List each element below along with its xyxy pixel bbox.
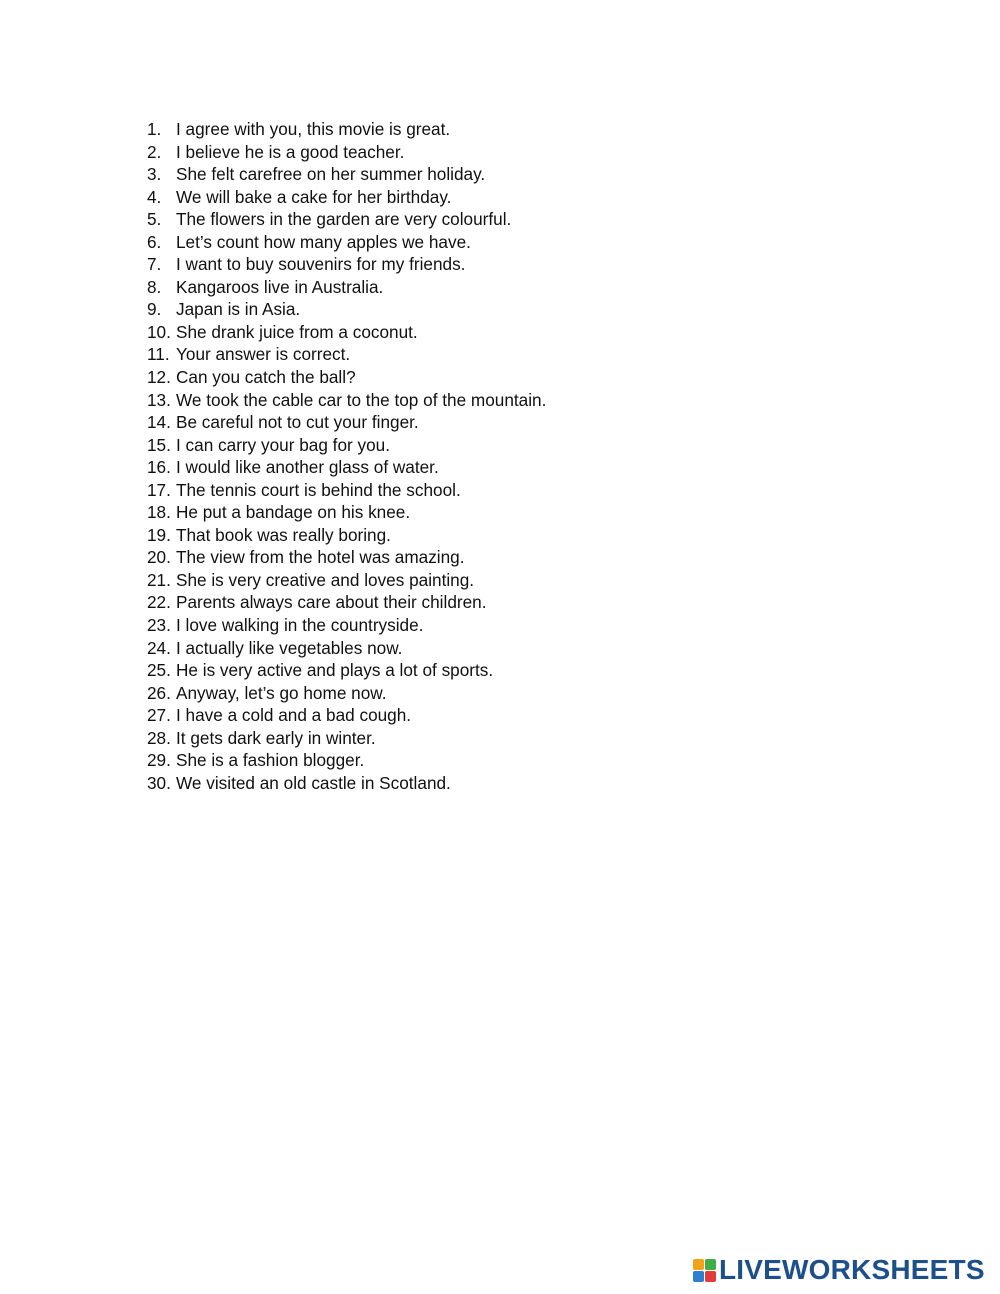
sentence-number: 15. (147, 434, 171, 455)
sentence-text: Can you catch the ball? (176, 367, 356, 388)
sentence-text: I can carry your bag for you. (176, 434, 390, 455)
sentence-number: 5. (147, 209, 162, 230)
sentence-number: 10. (147, 321, 171, 342)
sentence-number: 20. (147, 547, 171, 568)
sentence-text: He is very active and plays a lot of sports. (176, 660, 494, 681)
sentence-item (147, 456, 546, 479)
sentence-item (147, 749, 546, 772)
sentence-text: He put a bandage on his knee. (176, 502, 411, 523)
sentence-number: 3. (147, 164, 162, 185)
sentence-item (147, 389, 546, 412)
sentence-text: Your answer is correct. (176, 344, 351, 365)
sentence-number: 29. (147, 750, 171, 771)
sentence-text: Be careful not to cut your finger. (176, 412, 419, 433)
sentence-item (147, 298, 546, 321)
sentence-number: 12. (147, 367, 171, 388)
sentence-number: 27. (147, 705, 171, 726)
sentence-item (147, 411, 546, 434)
sentence-number: 25. (147, 660, 171, 681)
sentence-number: 9. (147, 299, 162, 320)
sentence-number: 2. (147, 141, 162, 162)
sentence-text: Japan is in Asia. (176, 299, 301, 320)
sentence-number: 22. (147, 592, 171, 613)
sentence-text: The flowers in the garden are very colourful. (176, 209, 512, 230)
sentence-item (147, 546, 546, 569)
sentence-text: She is very creative and loves painting. (176, 569, 475, 590)
sentence-item (147, 772, 546, 795)
sentence-text: Anyway, let’s go home now. (176, 682, 387, 703)
sentence-text: I actually like vegetables now. (176, 637, 403, 658)
sentence-item (147, 637, 546, 660)
sentence-text: She is a fashion blogger. (176, 750, 365, 771)
sentence-number: 16. (147, 457, 171, 478)
sentence-item (147, 253, 546, 276)
sentence-text: The tennis court is behind the school. (176, 479, 461, 500)
sentence-number: 11. (147, 344, 170, 365)
sentence-item (147, 321, 546, 344)
sentence-text: I believe he is a good teacher. (176, 141, 405, 162)
sentence-text: Parents always care about their children. (176, 592, 487, 613)
sentence-item (147, 569, 546, 592)
sentence-item (147, 614, 546, 637)
sentence-text: I want to buy souvenirs for my friends. (176, 254, 466, 275)
sentence-item (147, 343, 546, 366)
sentence-text: We took the cable car to the top of the mountain. (176, 389, 547, 410)
sentence-item (147, 501, 546, 524)
sentence-number: 19. (147, 524, 171, 545)
sentence-number: 1. (147, 119, 162, 139)
sentence-item (147, 231, 546, 254)
sentence-number: 28. (147, 727, 171, 748)
sentence-number: 17. (147, 479, 171, 500)
liveworksheets-logo-icon (693, 1259, 716, 1282)
sentence-text: Kangaroos live in Australia. (176, 276, 384, 297)
sentence-number: 6. (147, 231, 162, 252)
sentence-item (147, 727, 546, 750)
sentence-item (147, 591, 546, 614)
sentence-text: She felt carefree on her summer holiday. (176, 164, 486, 185)
sentence-number: 14. (147, 412, 171, 433)
sentence-item (147, 659, 546, 682)
sentence-item (147, 524, 546, 547)
sentence-item (147, 208, 546, 231)
sentence-item (147, 141, 546, 164)
sentence-text: The view from the hotel was amazing. (176, 547, 465, 568)
sentence-number: 8. (147, 276, 162, 297)
sentence-number: 13. (147, 389, 171, 410)
sentence-item (147, 434, 546, 457)
brand-logo (693, 1255, 985, 1285)
sentence-text: It gets dark early in winter. (176, 727, 376, 748)
sentence-number: 21. (147, 569, 171, 590)
sentence-text: I would like another glass of water. (176, 457, 439, 478)
sentence-number: 26. (147, 682, 171, 703)
sentence-item (147, 704, 546, 727)
sentence-number: 23. (147, 615, 171, 636)
sentence-number: 4. (147, 186, 162, 207)
sentence-number: 7. (147, 254, 162, 275)
sentence-text: I love walking in the countryside. (176, 615, 424, 636)
sentence-item (147, 163, 546, 186)
sentence-item (147, 118, 546, 141)
sentence-text: I agree with you, this movie is great. (176, 119, 451, 139)
sentence-text: That book was really boring. (176, 524, 391, 545)
sentence-text: We will bake a cake for her birthday. (176, 186, 452, 207)
sentence-number: 18. (147, 502, 171, 523)
sentence-item (147, 366, 546, 389)
sentence-text: Let’s count how many apples we have. (176, 231, 471, 252)
sentence-list (147, 118, 546, 794)
sentence-text: We visited an old castle in Scotland. (176, 772, 451, 793)
sentence-text: She drank juice from a coconut. (176, 321, 418, 342)
sentence-text: I have a cold and a bad cough. (176, 705, 412, 726)
sentence-item (147, 682, 546, 705)
sentence-number: 24. (147, 637, 171, 658)
brand-name: LIVEWORKSHEETS (719, 1254, 985, 1285)
sentence-item (147, 276, 546, 299)
sentence-item (147, 186, 546, 209)
sentence-number: 30. (147, 772, 171, 793)
sentence-item (147, 479, 546, 502)
